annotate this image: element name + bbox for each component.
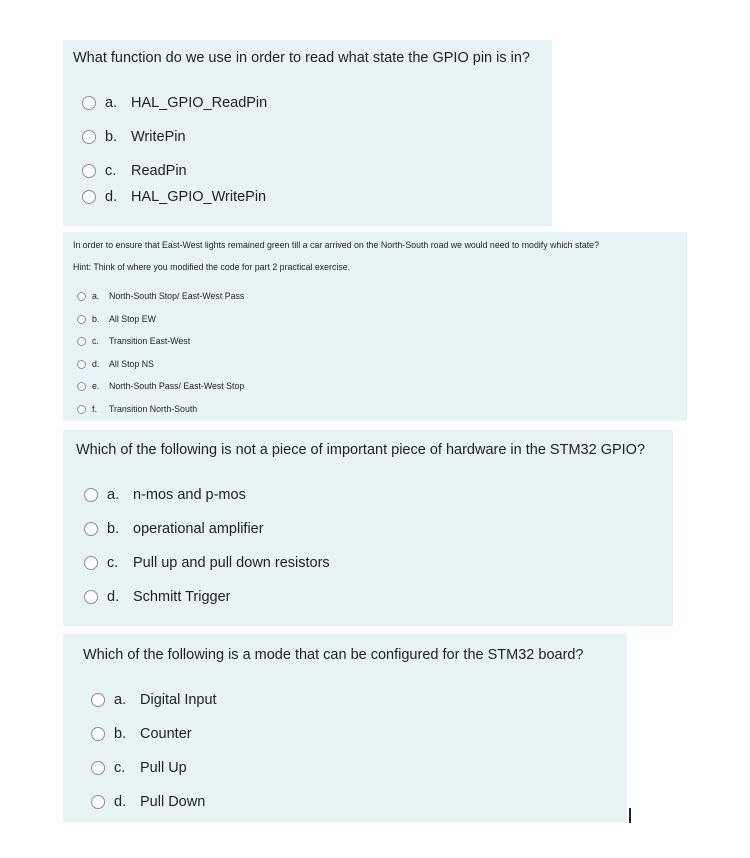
- option-label: North-South Stop/ East-West Pass: [109, 291, 245, 301]
- question-text: In order to ensure that East-West lights remained green till a car arrived on the North-South road we would need to modify which state?: [73, 240, 599, 250]
- option-label: operational amplifier: [133, 521, 264, 537]
- radio-button[interactable]: [91, 795, 105, 809]
- radio-button[interactable]: [82, 96, 96, 110]
- option-label: Counter: [140, 726, 192, 742]
- radio-button[interactable]: [82, 164, 96, 178]
- option-e[interactable]: [77, 381, 244, 391]
- radio-button[interactable]: [77, 315, 86, 324]
- radio-button[interactable]: [84, 590, 98, 604]
- radio-button[interactable]: [84, 556, 98, 570]
- radio-button[interactable]: [77, 382, 86, 391]
- option-label: Pull up and pull down resistors: [133, 555, 330, 571]
- option-label: WritePin: [131, 129, 186, 145]
- option-b[interactable]: [82, 129, 186, 145]
- option-d[interactable]: [77, 359, 154, 369]
- option-letter: d.: [114, 794, 127, 810]
- option-label: All Stop NS: [109, 359, 154, 369]
- radio-button[interactable]: [84, 522, 98, 536]
- radio-button[interactable]: [91, 761, 105, 775]
- option-a[interactable]: [91, 692, 217, 708]
- option-letter: c.: [92, 336, 99, 346]
- option-label: Transition North-South: [109, 404, 198, 414]
- option-b[interactable]: [84, 521, 264, 537]
- radio-button[interactable]: [84, 488, 98, 502]
- option-f[interactable]: [77, 404, 197, 414]
- option-c[interactable]: [91, 760, 187, 776]
- question-card-1: [63, 40, 552, 226]
- radio-button[interactable]: [91, 693, 105, 707]
- option-letter: d.: [105, 189, 118, 205]
- question-text: Which of the following is not a piece of important piece of hardware in the STM32 GPIO?: [76, 442, 646, 458]
- radio-button[interactable]: [82, 190, 96, 204]
- radio-button[interactable]: [77, 337, 86, 346]
- option-label: Pull Down: [140, 794, 206, 810]
- option-letter: b.: [105, 129, 118, 145]
- question-card-2: [63, 232, 687, 421]
- option-c[interactable]: [82, 163, 187, 179]
- option-b[interactable]: [77, 314, 156, 324]
- radio-button[interactable]: [91, 727, 105, 741]
- question-card-3: [63, 430, 673, 626]
- option-label: Digital Input: [140, 692, 217, 708]
- option-letter: a.: [107, 487, 120, 503]
- option-label: HAL_GPIO_WritePin: [131, 189, 267, 205]
- radio-button[interactable]: [77, 292, 86, 301]
- option-label: HAL_GPIO_ReadPin: [131, 95, 268, 111]
- question-text: Which of the following is a mode that can be configured for the STM32 board?: [83, 647, 584, 663]
- option-letter: a.: [114, 692, 127, 708]
- question-hint: Hint: Think of where you modified the code for part 2 practical exercise.: [73, 262, 351, 272]
- option-c[interactable]: [77, 336, 190, 346]
- option-letter: b.: [92, 314, 100, 324]
- option-letter: e.: [92, 381, 100, 391]
- option-letter: b.: [107, 521, 120, 537]
- option-a[interactable]: [77, 291, 244, 301]
- option-letter: c.: [107, 555, 119, 571]
- option-letter: b.: [114, 726, 127, 742]
- option-d[interactable]: [82, 189, 266, 205]
- option-d[interactable]: [91, 794, 205, 810]
- option-letter: c.: [114, 760, 126, 776]
- option-label: Pull Up: [140, 760, 187, 776]
- option-letter: a.: [105, 95, 118, 111]
- radio-button[interactable]: [77, 405, 86, 414]
- radio-button[interactable]: [82, 130, 96, 144]
- question-text: What function do we use in order to read what state the GPIO pin is in?: [73, 50, 530, 66]
- option-label: Schmitt Trigger: [133, 589, 231, 605]
- option-letter: f.: [92, 404, 97, 414]
- option-label: ReadPin: [131, 163, 187, 179]
- option-a[interactable]: [84, 487, 246, 503]
- option-b[interactable]: [91, 726, 192, 742]
- radio-button[interactable]: [77, 360, 86, 369]
- option-label: North-South Pass/ East-West Stop: [109, 381, 245, 391]
- option-letter: a.: [92, 291, 100, 301]
- option-label: Transition East-West: [109, 336, 191, 346]
- question-card-4: [63, 634, 627, 822]
- option-label: All Stop EW: [109, 314, 156, 324]
- option-letter: c.: [105, 163, 117, 179]
- option-letter: d.: [107, 589, 120, 605]
- option-a[interactable]: [82, 95, 267, 111]
- text-cursor-icon: [629, 808, 631, 823]
- option-letter: d.: [92, 359, 100, 369]
- option-label: n-mos and p-mos: [133, 487, 246, 503]
- option-d[interactable]: [84, 589, 231, 605]
- option-c[interactable]: [84, 555, 330, 571]
